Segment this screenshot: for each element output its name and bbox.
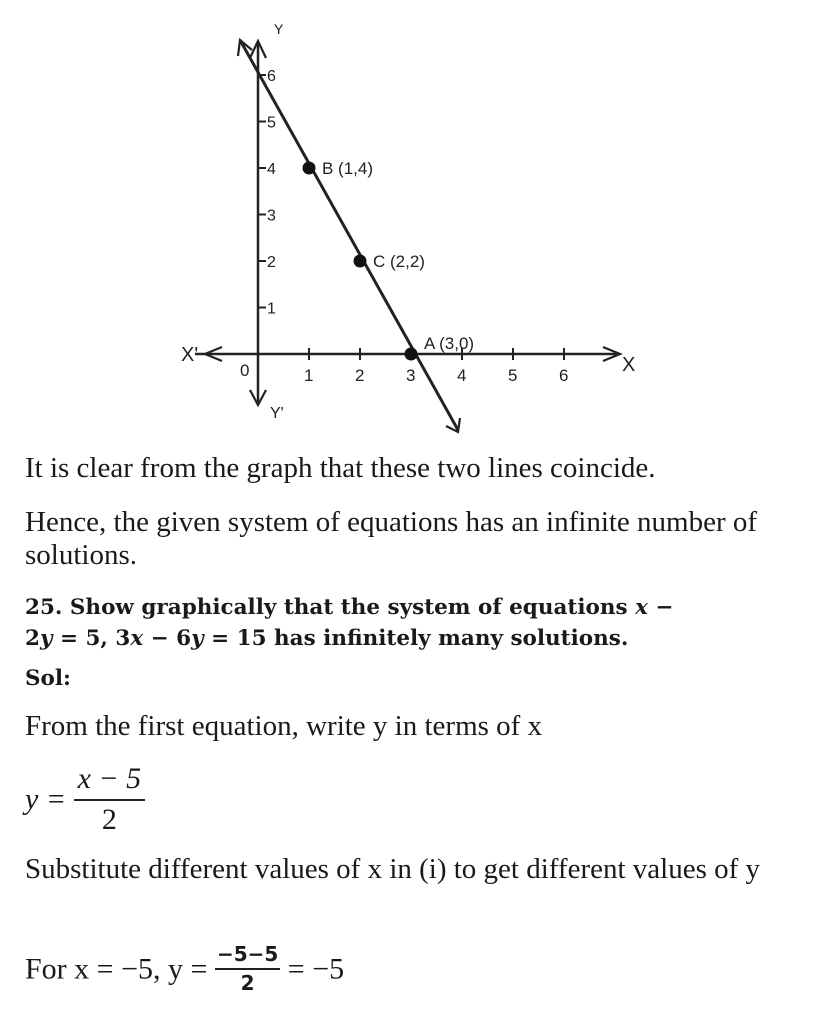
eq-fraction	[74, 762, 146, 836]
last-post: = −5	[287, 952, 345, 986]
q-var: y	[191, 626, 204, 651]
paragraph-infinite-solutions: Hence, the given system of equations has an infinite number of solutions.	[25, 506, 758, 571]
equation-y	[25, 762, 805, 836]
y-tick-label: 2	[267, 254, 276, 271]
paragraph-substitute: Substitute different values of x in (i) to get different values of y	[25, 853, 761, 885]
y-tick-label: 4	[267, 161, 276, 178]
eq-denominator: 2	[101, 803, 117, 836]
y-axis-label: Y	[274, 21, 284, 37]
point-label: B (1,4)	[322, 159, 374, 178]
q-var: x	[635, 595, 648, 620]
paragraph-y-in-terms-of-x: From the first equation, write y in terms of x	[25, 710, 543, 742]
last-numerator: −5−5	[215, 942, 280, 970]
x-tick-label: 3	[406, 366, 416, 385]
q-var: y	[39, 626, 53, 651]
last-pre: For x = −5, y =	[25, 952, 208, 986]
x-axis-label: X	[622, 354, 636, 376]
q-var: x	[130, 626, 144, 651]
equation-x-minus-5	[25, 942, 805, 996]
last-fraction	[215, 942, 280, 996]
q-part: = 15 has infinitely many solutions.	[203, 626, 629, 651]
point-label: A (3,0)	[424, 334, 475, 353]
question-25	[25, 592, 805, 654]
y-tick-label: 3	[267, 207, 276, 225]
coordinate-graph	[0, 0, 818, 450]
x-tick-label: 5	[508, 366, 518, 385]
y-tick-label: 6	[267, 68, 276, 85]
y-tick-label: 1	[267, 300, 276, 318]
q-part: − 6	[143, 626, 192, 651]
point-marker	[354, 255, 367, 268]
eq-numerator: x − 5	[74, 762, 146, 801]
origin-label: 0	[240, 361, 250, 380]
x-tick-label: 1	[304, 366, 314, 385]
q-part: 2	[25, 626, 40, 651]
point-marker	[303, 162, 316, 175]
eq-lhs: y =	[25, 782, 67, 816]
paragraph-coincide: It is clear from the graph that these two lines coincide.	[25, 452, 656, 484]
question-number: 25.	[25, 595, 63, 620]
y-tick-label: 5	[267, 114, 276, 132]
last-denominator: 2	[240, 971, 255, 995]
y-axis-neg-label: Y'	[270, 405, 284, 422]
point-marker	[405, 348, 418, 361]
q-part: = 5, 3	[52, 626, 131, 651]
x-axis-neg-label: X'	[181, 344, 199, 366]
solution-line	[240, 40, 458, 430]
solution-label: Sol:	[25, 666, 71, 691]
q-part: −	[647, 595, 674, 620]
x-tick-label: 2	[355, 366, 365, 385]
point-label: C (2,2)	[373, 252, 425, 271]
x-tick-label: 6	[559, 366, 569, 385]
question-text: Show graphically that the system of equations	[69, 595, 628, 620]
x-tick-label: 4	[457, 366, 467, 385]
